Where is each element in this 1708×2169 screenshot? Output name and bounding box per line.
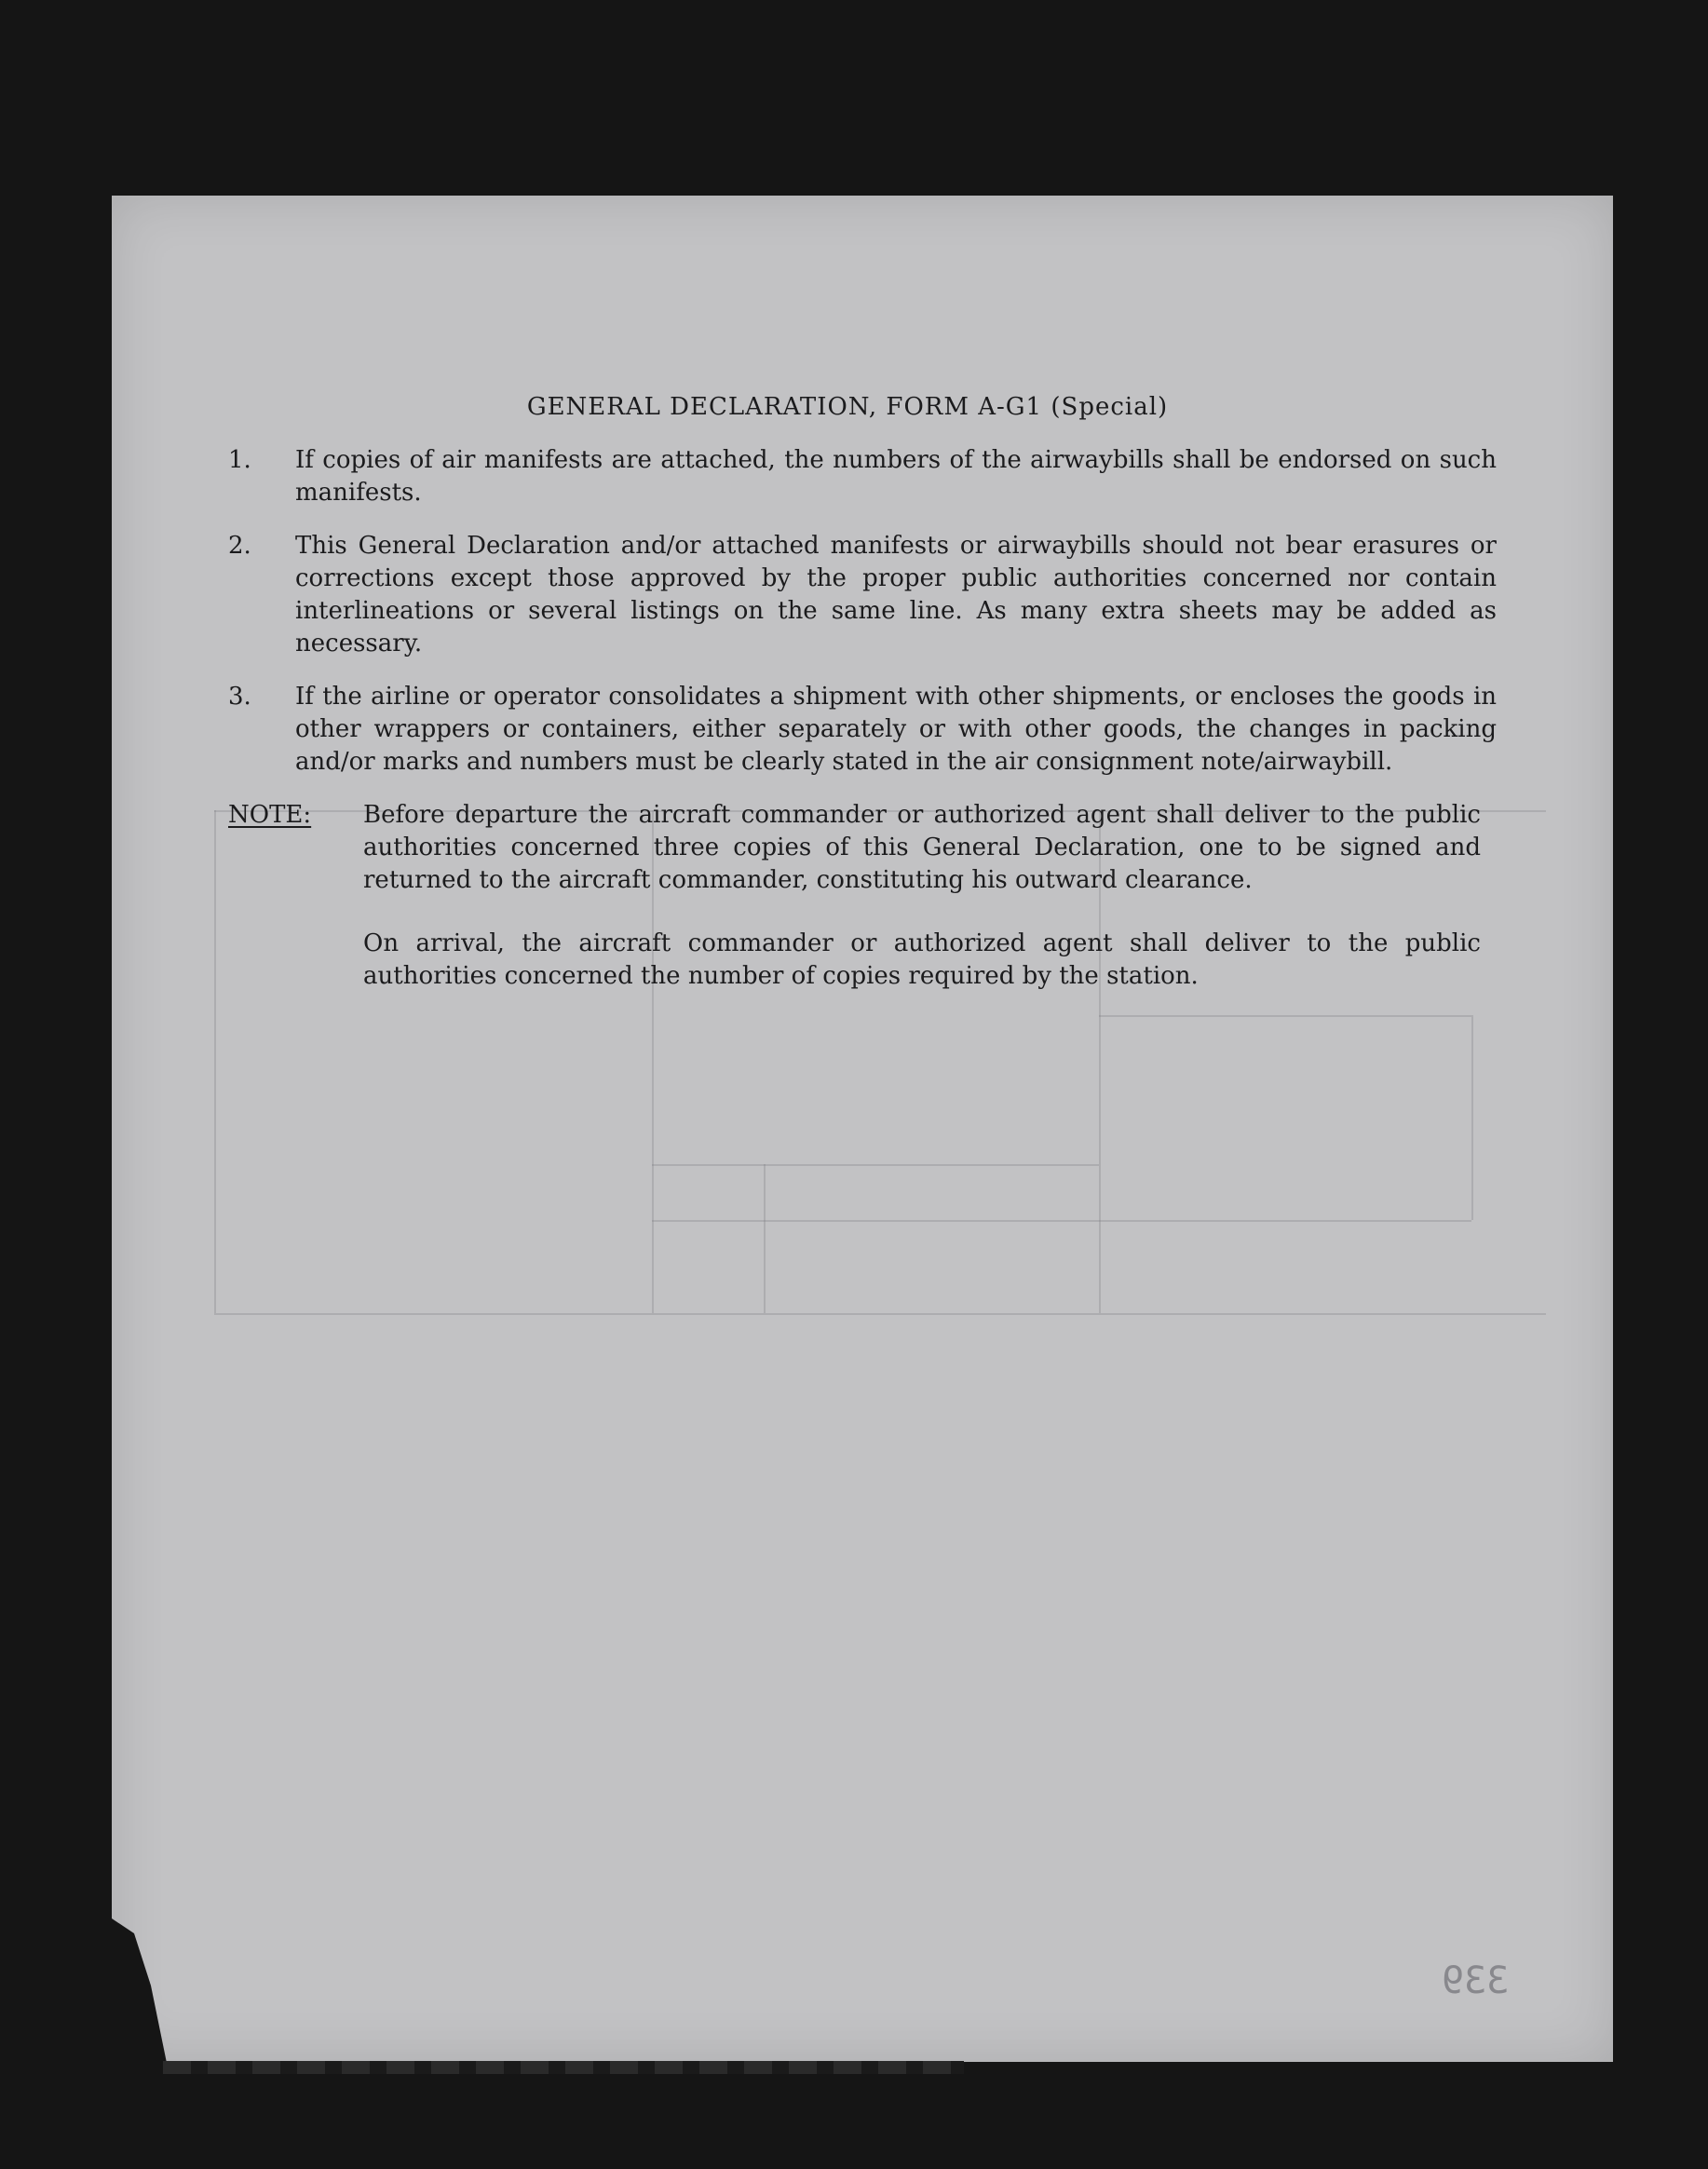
instruction-item-3 (228, 681, 1504, 779)
item-text: If the airline or operator consolidates a shipment with other shipments, or encloses the goods in other wrappers or containers, either separately or with other goods, the changes in packing and/or marks and numbers must be clearly stated in the air consignment note/airwaybill. (295, 683, 1497, 776)
declaration-instructions (228, 391, 1504, 1023)
note-label: NOTE: (228, 801, 312, 829)
document-title: GENERAL DECLARATION, FORM A-G1 (Special) (526, 393, 1169, 421)
note-section (228, 799, 1504, 1023)
note-paragraph-arrival: On arrival, the aircraft commander or authorized agent shall deliver to the public authorities concerned the number of copies required by the station. (363, 929, 1481, 990)
note-body (363, 799, 1481, 1023)
scan-edge-strip (163, 2061, 964, 2074)
page-number: 339 (1442, 1959, 1510, 2002)
instruction-item-2 (228, 530, 1504, 660)
item-text: This General Declaration and/or attached manifests or airwaybills should not bear erasures or corrections except those approved by the proper public authorities concerned nor contain interlineations or several listings on the same line. As many extra sheets may be added as necessary. (295, 532, 1497, 657)
item-number: 3. (228, 683, 251, 711)
item-number: 2. (228, 532, 251, 560)
item-text: If copies of air manifests are attached, the numbers of the airwaybills shall be endorsed on such manifests. (295, 446, 1497, 507)
item-number: 1. (228, 446, 251, 474)
instruction-item-1 (228, 444, 1504, 509)
note-paragraph-departure: Before departure the aircraft commander or authorized agent shall deliver to the public authorities concerned three copies of this General Declaration, one to be signed and returned to the aircraft commander, constituting his outward clearance. (363, 801, 1481, 894)
